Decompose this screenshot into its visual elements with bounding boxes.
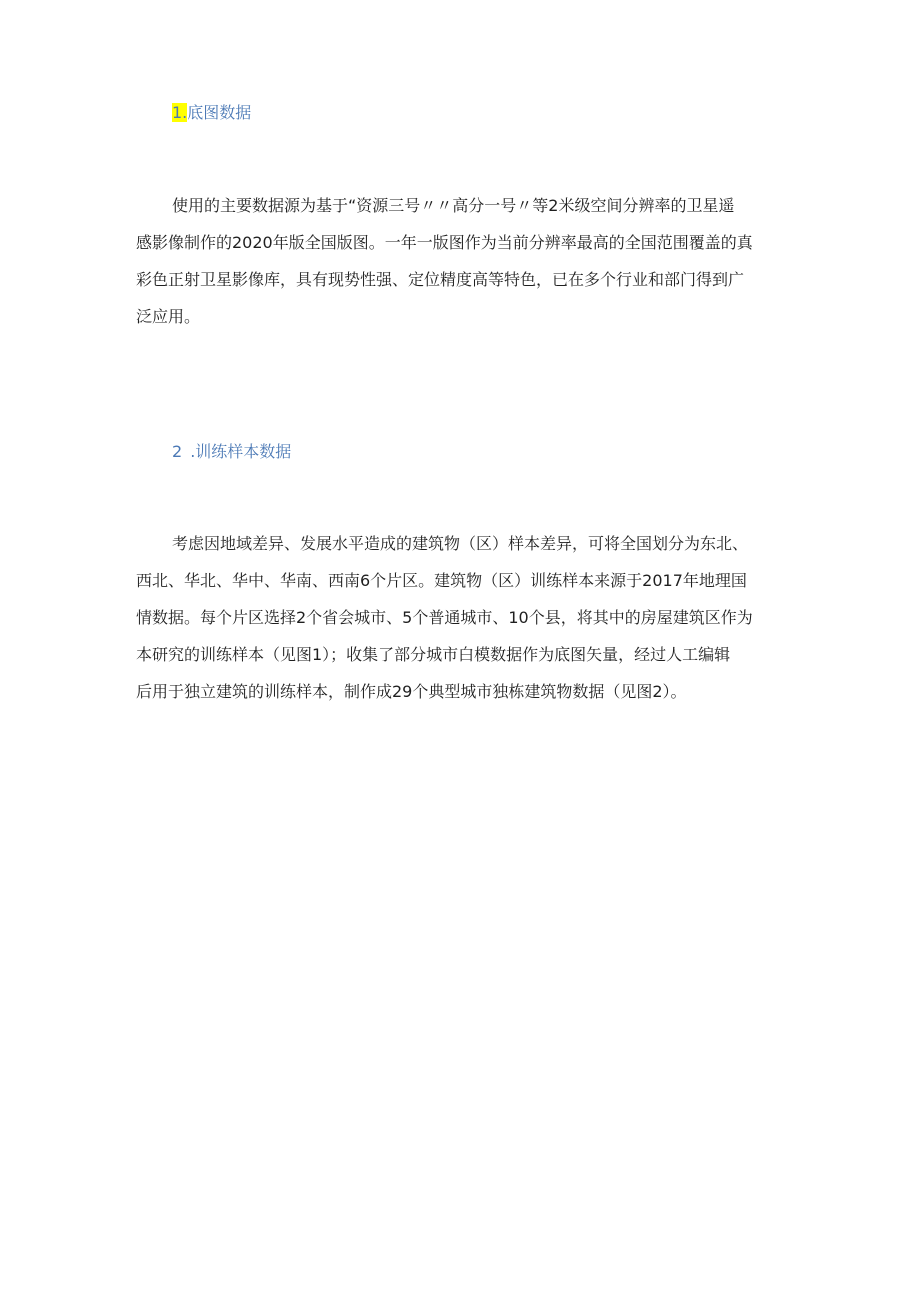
paragraph-line: 泛应用。 [136,307,201,326]
section-2-paragraph [136,525,786,710]
paragraph-line: 考虑因地域差异、发展水平造成的建筑物（区）样本差异，可将全国划分为东北、 [172,534,749,553]
section-2-title: .训练样本数据 [190,442,292,461]
section-1-heading [172,102,251,124]
paragraph-line: 感影像制作的2020年版全国版图。一年一版图作为当前分辨率最高的全国范围覆盖的真 [136,233,753,252]
paragraph-line: 情数据。每个片区选择2个省会城市、5个普通城市、10个县，将其中的房屋建筑区作为 [136,608,753,627]
paragraph-line: 本研究的训练样本（见图1）；收集了部分城市白模数据作为底图矢量，经过人工编辑 [136,645,731,664]
section-1-title: 底图数据 [187,103,252,122]
section-1-number: 1. [172,103,188,122]
paragraph-line: 使用的主要数据源为基于“资源三号〃〃高分一号〃等2米级空间分辨率的卫星遥 [172,196,735,215]
paragraph-line: 后用于独立建筑的训练样本，制作成29个典型城市独栋建筑物数据（见图2）。 [136,682,687,701]
paragraph-line: 彩色正射卫星影像库，具有现势性强、定位精度高等特色，已在多个行业和部门得到广 [136,270,745,289]
section-2-number: 2 [172,442,183,461]
section-1-paragraph [136,187,786,335]
paragraph-line: 西北、华北、华中、华南、西南6个片区。建筑物（区）训练样本来源于2017年地理国 [136,571,747,590]
section-2-heading [172,441,291,463]
